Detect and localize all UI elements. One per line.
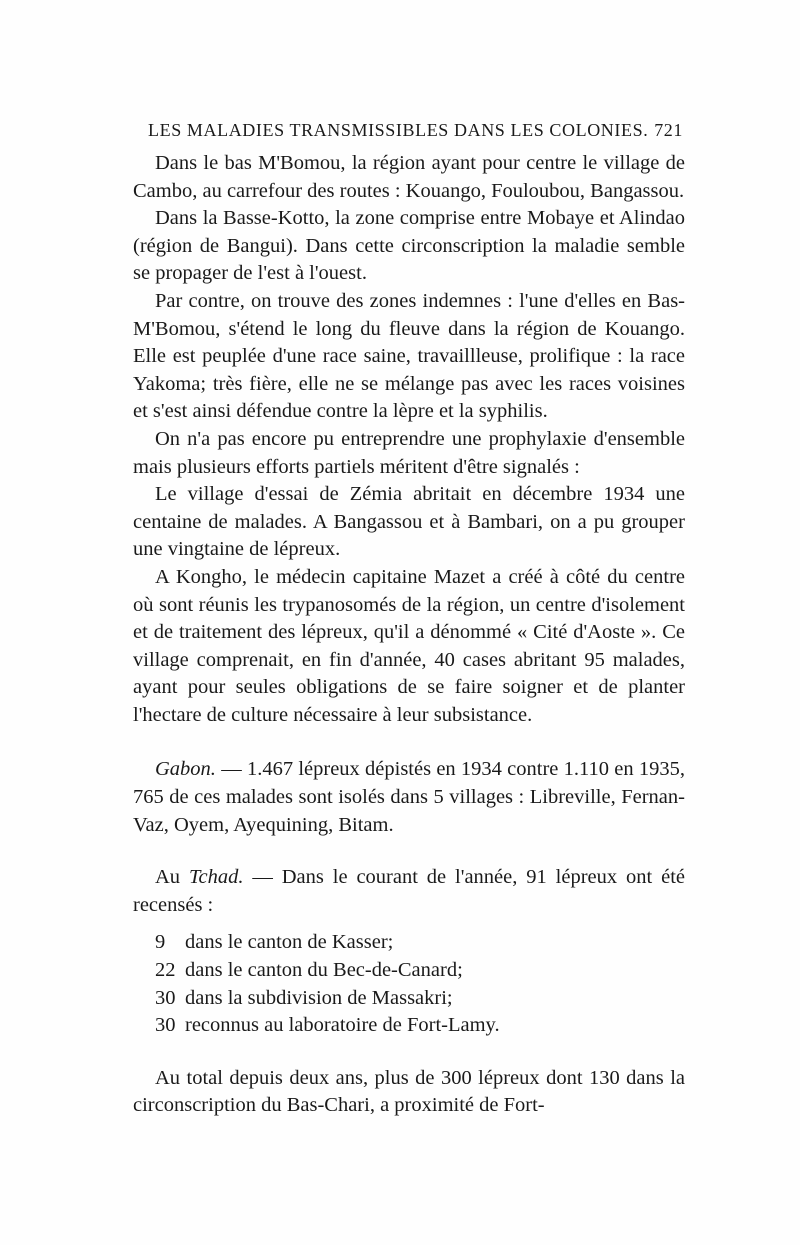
paragraph-basse-kotto: Dans la Basse-Kotto, la zone comprise entre Mobaye et Alindao (région de Bangui). Dans cette circonscription la maladie semble se propager de l'est à l'ouest. (133, 207, 685, 285)
list-count: 30 (155, 986, 176, 1009)
list-count: 22 (155, 959, 176, 982)
paragraph-prophylaxie: On n'a pas encore pu entreprendre une prophylaxie d'ensemble mais plusieurs efforts partiels méritent d'être signalés : (133, 427, 685, 478)
list-text: dans le canton de Kasser; (185, 931, 394, 954)
list-count: 30 (155, 1014, 176, 1037)
running-header (148, 118, 683, 142)
body-text (133, 150, 685, 1120)
list-item (133, 1012, 685, 1040)
list-text: dans la subdivision de Massakri; (185, 986, 453, 1009)
list-count: 9 (155, 931, 166, 954)
paragraph-gabon (133, 756, 685, 839)
paragraph-bas-mbomou: Dans le bas M'Bomou, la région ayant pour centre le village de Cambo, au carrefour des routes : Kouango, Fouloubou, Bangassou. (133, 152, 685, 202)
list-item (133, 985, 685, 1013)
running-title: LES MALADIES TRANSMISSIBLES DANS LES COLONIES. (148, 120, 649, 140)
tchad-heading: Tchad. (188, 866, 244, 889)
paragraph-tchad (133, 864, 685, 919)
list-item (133, 929, 685, 957)
tchad-text: — Dans le courant de l'année, 91 lépreux ont été recensés : (133, 866, 685, 916)
paragraph-total: Au total depuis deux ans, plus de 300 lépreux dont 130 dans la circonscription du Bas-Chari, a proximité de Fort- (133, 1066, 685, 1117)
paragraph-kongho: A Kongho, le médecin capitaine Mazet a créé à côté du centre où sont réunis les trypanosomés de la région, un centre d'isolement et de traitement des lépreux, qu'il a dénommé « Cité d'Aoste ». Ce village comprenait, en fin d'année, 40 cases abritant 95 malades, ayant pour seules obligations de se faire soigner et de planter l'hectare de culture nécessaire à leur subsistance. (133, 565, 685, 726)
paragraph-zones-indemnes: Par contre, on trouve des zones indemnes : l'une d'elles en Bas-M'Bomou, s'étend le long du fleuve dans la région de Kouango. Elle est peuplée d'une race saine, travaillleuse, prolifique : la race Yakoma; très fière, elle ne se mélange pas avec les races voisines et s'est ainsi défendue contre la lèpre et la syphilis. (133, 289, 685, 423)
gabon-heading: Gabon. (155, 758, 216, 781)
tchad-census-list (133, 929, 685, 1039)
page-number: 721 (654, 120, 683, 140)
list-text: dans le canton du Bec-de-Canard; (185, 959, 463, 982)
list-text: reconnus au laboratoire de Fort-Lamy. (185, 1014, 500, 1037)
tchad-prefix: Au (155, 866, 189, 889)
list-item (133, 957, 685, 985)
paragraph-zemia: Le village d'essai de Zémia abritait en décembre 1934 une centaine de malades. A Bangassou et à Bambari, on a pu grouper une vingtaine de lépreux. (133, 483, 685, 561)
gabon-text: — 1.467 lépreux dépistés en 1934 contre 1.110 en 1935, 765 de ces malades sont isolés dans 5 villages : Libreville, Fernan-Vaz, Oyem, Ayequining, Bitam. (133, 758, 685, 836)
